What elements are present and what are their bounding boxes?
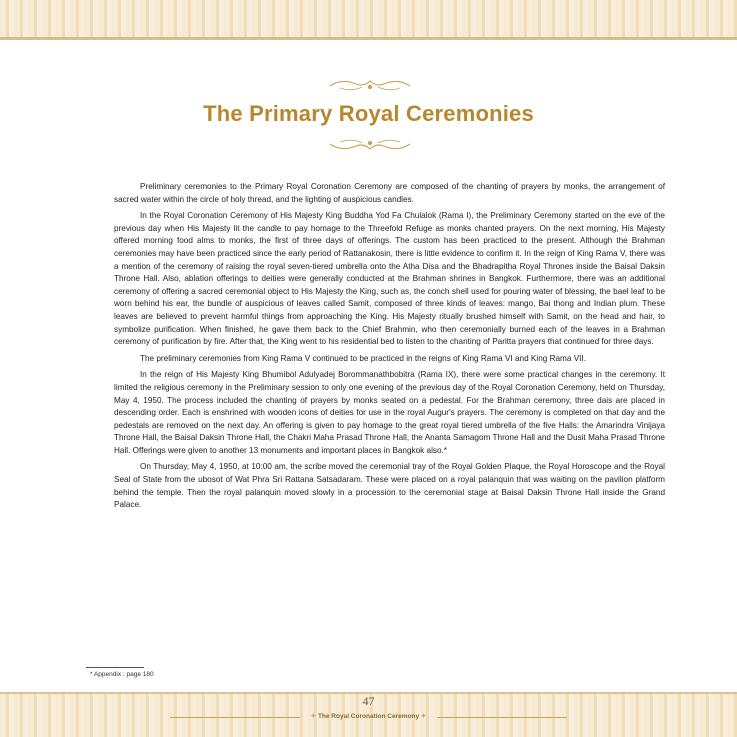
paragraph: In the Royal Coronation Ceremony of His Majesty King Buddha Yod Fa Chulalok (Rama I), the Preliminary Ceremony started on the eve of the previous day when His Majesty lit the candle to pay homage to the Threefold Refuge as monks chanted prayers. On the next morning, His Majesty offered morning food alms to monks, the first of three days of offerings. The custom has been practiced to the present. Although the Brahman ceremonies may have been practiced since the early period of Rattanakosin, there is little evidence to confirm it. In the reign of King Rama V, there was a mention of the ceremony of raising the royal seven-tiered umbrella onto the Atha Disa and the Bhadrapitha Royal Thrones inside the Baisal Daksin Throne Hall. Also, ablation offerings to deities were generally conducted at the Brahman shrines in Bangkok. Furthermore, there was an additional ceremony of offering a sacred ceremonial object to His Majesty the King, such as, the conch shell used for pouring water of blessing, the bael leaf to be worn behind his ear, the bundle of auspicious of leaves called Samit, composed of three kinds of leaves: mango, Bai thong and Indian plum. These leaves are believed to prevent harmful things from approaching the King. His Majesty ritually brushed himself with Samit, on the head and hair, to symbolize purification. When finished, he gave them back to the Chief Brahmin, who then ceremonially burned each of the leaves in a Brahman ceremony of purification by fire. After that, the King went to his residential bed to listen to the chanting of Paritta prayers that continued for three days. (114, 211, 665, 347)
paragraph: On Thursday, May 4, 1950, at 10:00 am, the scribe moved the ceremonial tray of the Royal Golden Plaque, the Royal Horoscope and the Royal Seal of State from the ubosot of Wat Phra Sri Rattana Satsadaram. These were placed on a royal palanquin that was waiting on the pavilion platform behind the temple. Then the royal palanquin moved slowly in a procession to the ceremonial stage at Baisal Daksin Throne Hall inside the Grand Palace. (114, 462, 665, 510)
footnote: * Appendix : page 180 (90, 671, 154, 678)
page-number: 47 (362, 694, 375, 708)
star-icon: ✦ (420, 713, 427, 720)
running-footer (0, 712, 737, 720)
title-ornament-top (326, 76, 414, 94)
paragraph: Preliminary ceremonies to the Primary Royal Coronation Ceremony are composed of the chanting of prayers by monks, the arrangement of sacred water within the circle of holy thread, and the lighting of auspicious candles. (114, 182, 665, 204)
footer-label: The Royal Coronation Ceremony (317, 713, 420, 720)
title-ornament-bottom (326, 136, 414, 154)
top-decorative-band (0, 0, 737, 40)
footnote-divider (86, 667, 144, 668)
page-title: The Primary Royal Ceremonies (203, 101, 534, 126)
paragraph: In the reign of His Majesty King Bhumibol Adulyadej Borommanathbobitra (Rama IX), there were some practical changes in the ceremony. It limited the religious ceremony in the Preliminary session to only one evening of the previous day of the Royal Coronation Ceremony, held on Thursday, May 4, 1950. The process included the chanting of prayers by monks seated on a pedestal. For the Brahman ceremony, three dais are placed in descending order. Each is enshrined with wooden icons of deities for use in the royal Augur's prayers. The ceremony is completed on that day and the pedestals are removed on the next day. An offering is given to pay homage to the great royal tiered umbrella of the five Halls: the Amarindra Vinijaya Throne Hall, the Baisal Daksin Throne Hall, the Chakri Maha Prasad Throne Hall, the Ananta Samagom Throne Hall and the Dusit Maha Prasad Throne Hall. Offerings were given to another 13 monuments and important places in Bangkok also.* (114, 370, 665, 455)
paragraph: The preliminary ceremonies from King Rama V continued to be practiced in the reigns of King Rama VI and King Rama VII. (140, 353, 586, 363)
star-icon: ✦ (310, 713, 317, 720)
body-text (114, 181, 665, 516)
